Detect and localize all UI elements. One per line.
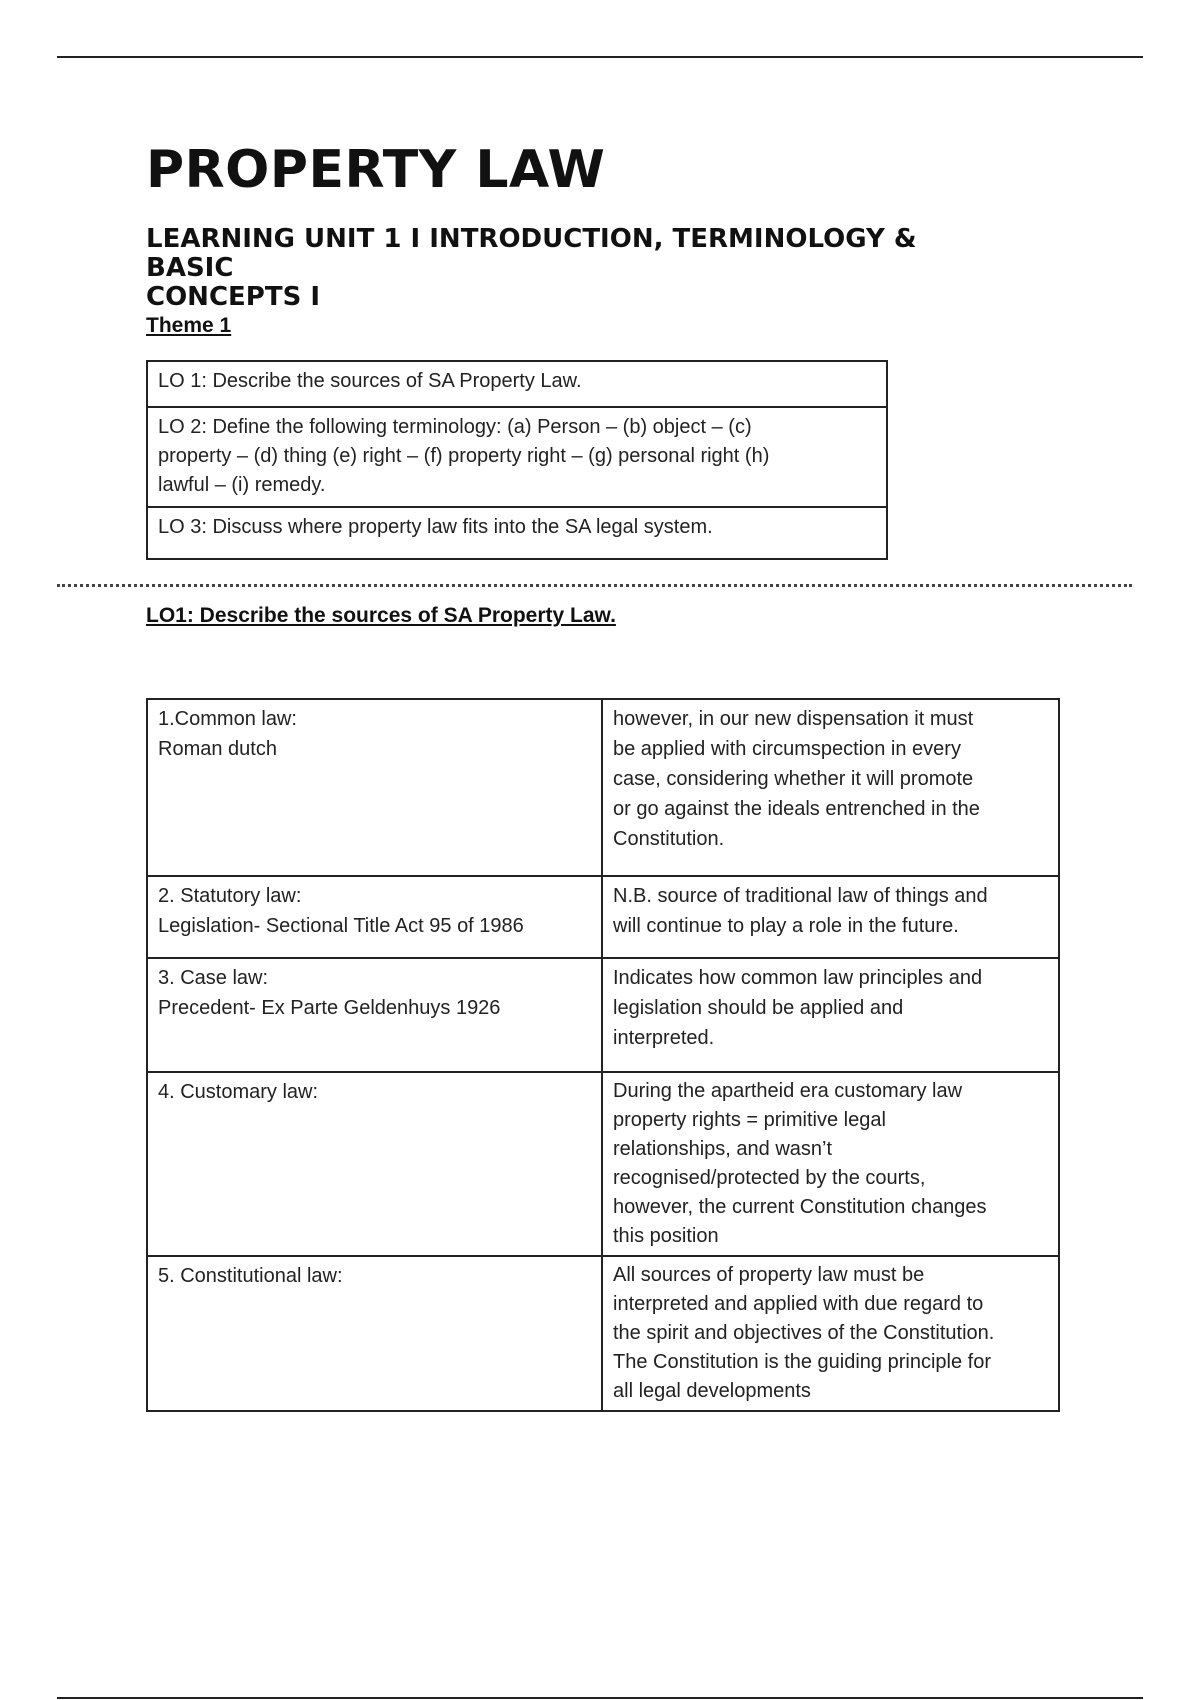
cell-line: Indicates how common law principles and bbox=[613, 967, 983, 989]
table-row bbox=[147, 407, 887, 507]
table-row bbox=[147, 507, 887, 559]
cell-line: All sources of property law must be bbox=[613, 1264, 925, 1286]
cell-line: N.B. source of traditional law of things and bbox=[613, 885, 988, 907]
cell-line: interpreted. bbox=[613, 1027, 715, 1049]
cell-line: legislation should be applied and bbox=[613, 997, 904, 1019]
source-cell bbox=[147, 958, 602, 1072]
section-heading: LO1: Describe the sources of SA Property Law. bbox=[146, 604, 616, 627]
table-row bbox=[147, 1256, 1059, 1411]
cell-line: Roman dutch bbox=[158, 738, 277, 760]
cell-line: 4. Customary law: bbox=[158, 1081, 319, 1103]
cell-line: 2. Statutory law: bbox=[158, 885, 302, 907]
cell-line: 3. Case law: bbox=[158, 967, 269, 989]
cell-line: case, considering whether it will promote bbox=[613, 768, 974, 790]
table-row bbox=[147, 958, 1059, 1072]
source-cell bbox=[147, 876, 602, 958]
table-row bbox=[147, 1072, 1059, 1256]
cell-line: The Constitution is the guiding principle for bbox=[613, 1351, 991, 1373]
notes-cell bbox=[602, 1256, 1059, 1411]
cell-line: be applied with circumspection in every bbox=[613, 738, 961, 760]
cell-line: the spirit and objectives of the Constitution. bbox=[613, 1322, 995, 1344]
table-row bbox=[147, 699, 1059, 876]
cell-line: relationships, and wasn’t bbox=[613, 1138, 833, 1160]
top-rule bbox=[57, 56, 1143, 58]
page-title: PROPERTY LAW bbox=[146, 140, 606, 200]
cell-line: property rights = primitive legal bbox=[613, 1109, 886, 1131]
notes-cell bbox=[602, 876, 1059, 958]
learning-outcomes-table bbox=[146, 360, 888, 560]
cell-line: During the apartheid era customary law bbox=[613, 1080, 963, 1102]
cell-line: or go against the ideals entrenched in the bbox=[613, 798, 980, 820]
cell-line: Legislation- Sectional Title Act 95 of 1986 bbox=[158, 915, 524, 937]
cell-line: Precedent- Ex Parte Geldenhuys 1926 bbox=[158, 997, 501, 1019]
cell-line: all legal developments bbox=[613, 1380, 811, 1402]
unit-title-line: CONCEPTS I bbox=[146, 282, 321, 312]
dotted-divider bbox=[57, 584, 1132, 587]
table-cell bbox=[147, 507, 887, 559]
source-cell bbox=[147, 1256, 602, 1411]
notes-cell bbox=[602, 699, 1059, 876]
table-row bbox=[147, 361, 887, 407]
notes-cell bbox=[602, 1072, 1059, 1256]
notes-cell bbox=[602, 958, 1059, 1072]
cell-line: interpreted and applied with due regard to bbox=[613, 1293, 984, 1315]
cell-line: however, in our new dispensation it must bbox=[613, 708, 974, 730]
cell-line: this position bbox=[613, 1225, 719, 1247]
table-row bbox=[147, 876, 1059, 958]
sources-table bbox=[146, 698, 1060, 1412]
cell-line: however, the current Constitution changes bbox=[613, 1196, 987, 1218]
unit-title-line: LEARNING UNIT 1 I INTRODUCTION, TERMINOLOGY & BASIC bbox=[146, 224, 917, 283]
unit-title bbox=[146, 225, 966, 312]
cell-line: 5. Constitutional law: bbox=[158, 1265, 343, 1287]
table-cell bbox=[147, 361, 887, 407]
cell-line: 1.Common law: bbox=[158, 708, 297, 730]
cell-line: lawful – (i) remedy. bbox=[158, 474, 326, 496]
cell-line: recognised/protected by the courts, bbox=[613, 1167, 926, 1189]
cell-line: will continue to play a role in the future. bbox=[613, 915, 959, 937]
table-cell bbox=[147, 407, 887, 507]
cell-line: LO 2: Define the following terminology: (a) Person – (b) object – (c) bbox=[158, 416, 752, 438]
cell-line: Constitution. bbox=[613, 828, 725, 850]
bottom-rule bbox=[57, 1697, 1143, 1699]
cell-line: property – (d) thing (e) right – (f) property right – (g) personal right (h) bbox=[158, 445, 770, 467]
cell-line: LO 1: Describe the sources of SA Property Law. bbox=[158, 370, 582, 392]
cell-line: LO 3: Discuss where property law fits into the SA legal system. bbox=[158, 516, 713, 538]
source-cell bbox=[147, 699, 602, 876]
theme-label: Theme 1 bbox=[146, 314, 232, 337]
source-cell bbox=[147, 1072, 602, 1256]
